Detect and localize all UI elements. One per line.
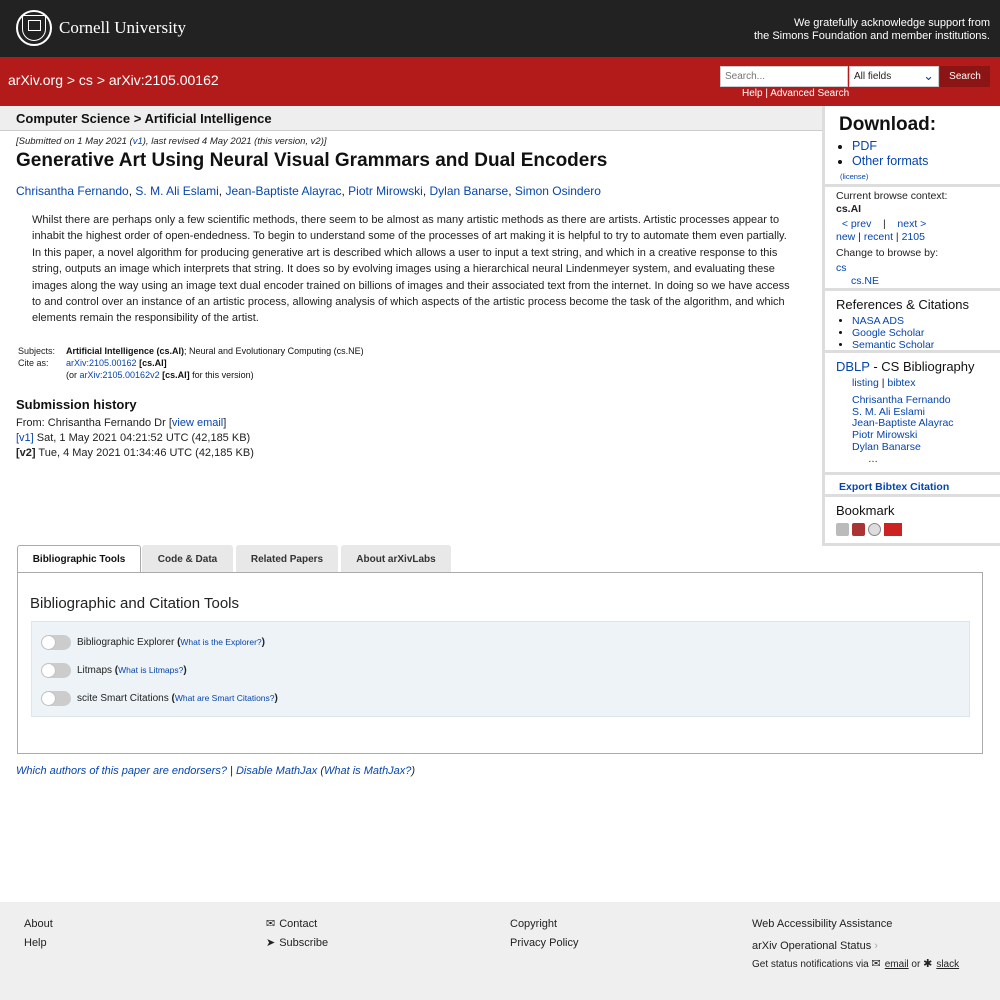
- top-header: [0, 0, 1000, 57]
- next-link[interactable]: next >: [897, 218, 927, 230]
- prev-link[interactable]: < prev: [841, 218, 872, 230]
- view-email-link[interactable]: view email: [171, 417, 224, 429]
- chevron-down-icon: ⌄: [923, 68, 934, 83]
- dblp-author-link[interactable]: Chrisantha Fernando: [852, 394, 951, 406]
- paper-title: Generative Art Using Neural Visual Grammars and Dual Encoders: [16, 150, 608, 171]
- browse-csne-link[interactable]: cs.NE: [851, 275, 880, 287]
- dblp-link[interactable]: DBLP: [836, 359, 870, 374]
- cornell-logo[interactable]: [16, 10, 186, 46]
- tab-panel: [17, 572, 983, 754]
- footer: [0, 902, 1000, 1000]
- support-acknowledgement: We gratefully acknowledge support from the Simons Foundation and member institutions.: [753, 17, 990, 42]
- status-notifications: Get status notifications via ✉ email or ✱ slack: [752, 955, 959, 975]
- footer-about[interactable]: About: [24, 918, 53, 930]
- footer-privacy[interactable]: Privacy Policy: [510, 936, 579, 949]
- red-banner: [0, 57, 1000, 106]
- submission-history: From: Chrisantha Fernando Dr [view email] [v1] Sat, 1 May 2021 04:21:52 UTC (42,185 KB) [v2] Tue, 4 May 2021 01:34:46 UTC (42,185 KB): [16, 417, 254, 459]
- export-bibtex-link[interactable]: Export Bibtex Citation: [839, 481, 950, 493]
- sciencewise-icon[interactable]: [884, 523, 902, 536]
- v1-history-link[interactable]: [v1]: [16, 432, 34, 444]
- cornell-seal-icon: [16, 10, 52, 46]
- status-slack-link[interactable]: slack: [936, 959, 960, 970]
- author-link[interactable]: Piotr Mirowski: [348, 184, 423, 198]
- submission-dates: [Submitted on 1 May 2021 (v1), last revised 4 May 2021 (this version, v2)]: [16, 136, 327, 147]
- dblp-author-link[interactable]: S. M. Ali Eslami: [852, 405, 925, 418]
- cite-v2-link[interactable]: arXiv:2105.00162v2: [79, 370, 160, 380]
- browse-context: Current browse context: cs.AI < prev | next > new | recent | 2105 Change to browse by: cs cs.NE: [825, 184, 1000, 294]
- v2-label: [v2]: [16, 447, 36, 459]
- endorsers-line: Which authors of this paper are endorsers? | Disable MathJax (What is MathJax?): [16, 765, 416, 777]
- reference-link[interactable]: NASA ADS: [852, 315, 904, 327]
- reference-link[interactable]: Google Scholar: [852, 327, 925, 339]
- dblp-author-link[interactable]: Dylan Banarse: [852, 440, 921, 453]
- tool-bibliographic-explorer: Bibliographic Explorer ( What is the Explorer? ): [41, 633, 265, 651]
- reddit-icon[interactable]: [868, 523, 881, 536]
- author-list: Chrisantha Fernando, S. M. Ali Eslami, Jean-Baptiste Alayrac, Piotr Mirowski, Dylan Banarse, Simon Osindero: [16, 184, 601, 198]
- toggle-switch[interactable]: [41, 691, 71, 706]
- license-link[interactable]: (license): [840, 172, 869, 181]
- endorsers-link[interactable]: Which authors of this paper are endorsers?: [16, 765, 227, 777]
- dblp-author-list: [852, 395, 954, 454]
- search-field-select[interactable]: All fields ⌄: [849, 66, 939, 87]
- advanced-search-link[interactable]: Advanced Search: [770, 88, 850, 99]
- footer-contact[interactable]: ✉ Contact: [266, 915, 328, 934]
- paper-plane-icon: ➤: [266, 936, 276, 949]
- abstract: Whilst there are perhaps only a few scientific methods, there seem to be almost as many artistic methods as there are artists. Artistic processes appear to inhabit the highest order of open-endedness. To begin to understand some of the processes of art making it is helpful to try to automate them even partially. In this paper, a novel algorithm for producing generative art is described which allows a user to input a text string, and which in a creative response to this string, outputs an image which interprets that string. It does so by evolving images using a hierarchical neural Lindenmeyer system, and evaluating these images along the way using an image text dual encoder trained on billions of images and their associated text from the internet. In doing so we have access to and control over an instance of an artistic process, allowing analysis of which aspects of the artistic process become the task of the algorithm, and which elements remain the responsibility of the artist.: [32, 214, 790, 325]
- help-link[interactable]: Help: [742, 88, 763, 99]
- month-link[interactable]: 2105: [901, 231, 925, 243]
- logo-text: Cornell University: [59, 18, 187, 37]
- envelope-icon: ✉: [871, 958, 881, 970]
- browse-cs-link[interactable]: cs: [836, 262, 847, 274]
- tab-related-papers[interactable]: Related Papers: [236, 545, 338, 573]
- tab-code-data[interactable]: Code & Data: [142, 545, 233, 573]
- author-link[interactable]: Simon Osindero: [514, 184, 601, 198]
- status-email-link[interactable]: email: [884, 959, 909, 970]
- search-input[interactable]: [720, 66, 848, 87]
- help-link[interactable]: What is Litmaps?: [118, 665, 184, 675]
- cite-link[interactable]: arXiv:2105.00162: [66, 358, 137, 368]
- author-link[interactable]: S. M. Ali Eslami: [135, 184, 219, 198]
- reference-link[interactable]: Semantic Scholar: [852, 339, 935, 351]
- tab-bibliographic-tools[interactable]: Bibliographic Tools: [17, 545, 141, 574]
- search-help-links: Help | Advanced Search: [742, 88, 850, 99]
- disable-mathjax-link[interactable]: Disable MathJax: [235, 765, 318, 777]
- slack-icon: ✱: [923, 958, 933, 970]
- dblp-author-link[interactable]: Piotr Mirowski: [852, 429, 918, 442]
- author-link[interactable]: Jean-Baptiste Alayrac: [225, 184, 342, 198]
- new-link[interactable]: new: [836, 231, 856, 243]
- download-list: [839, 139, 928, 169]
- dblp-section: DBLP - CS Bibliography listing | bibtex Chrisantha Fernando S. M. Ali Eslami Jean-Baptiste Alayrac Piotr Mirowski Dylan Banarse …: [825, 350, 1000, 475]
- subjects-label: Subjects:: [18, 346, 56, 356]
- search-button[interactable]: Search: [940, 66, 990, 87]
- dblp-author-link[interactable]: Jean-Baptiste Alayrac: [852, 417, 954, 430]
- help-link[interactable]: What are Smart Citations?: [174, 693, 275, 703]
- subject-title: Computer Science > Artificial Intelligence: [16, 111, 272, 126]
- tab-about-arxivlabs[interactable]: About arXivLabs: [341, 545, 451, 573]
- bibtex-link[interactable]: bibtex: [887, 377, 916, 389]
- tool-litmaps: Litmaps ( What is Litmaps? ): [41, 661, 187, 679]
- footer-copyright[interactable]: Copyright: [510, 918, 558, 930]
- download-heading: Download:: [839, 114, 937, 135]
- export-section: [825, 472, 1000, 494]
- v1-link[interactable]: v1: [132, 136, 143, 147]
- references-section: References & Citations • NASA ADS • Google Scholar • Semantic Scholar: [825, 288, 1000, 350]
- author-link[interactable]: Dylan Banarse: [429, 184, 509, 198]
- footer-help[interactable]: Help: [24, 936, 47, 949]
- what-is-mathjax-link[interactable]: What is MathJax?: [324, 765, 412, 777]
- other-formats-link[interactable]: Other formats: [852, 154, 929, 168]
- subject-header: [0, 106, 822, 131]
- author-link[interactable]: Chrisantha Fernando: [16, 184, 129, 198]
- bibsonomy-icon[interactable]: [836, 523, 849, 536]
- references-list: [838, 315, 934, 351]
- pdf-link[interactable]: PDF: [852, 139, 877, 153]
- tool-scite: scite Smart Citations ( What are Smart Citations? ): [41, 689, 278, 707]
- toggle-switch[interactable]: [41, 663, 71, 678]
- tools-list: [31, 621, 970, 717]
- mendeley-icon[interactable]: [852, 523, 865, 536]
- cite-label: Cite as:: [18, 358, 49, 368]
- footer-accessibility[interactable]: Web Accessibility Assistance: [752, 918, 893, 930]
- chevron-right-icon: ›: [874, 939, 878, 952]
- submission-history-heading: Submission history: [16, 397, 137, 412]
- bookmark-section: Bookmark: [825, 494, 1000, 540]
- paper-metadata: Subjects: Artificial Intelligence (cs.AI); Neural and Evolutionary Computing (cs.NE) Cite as: arXiv:2105.00162 [cs.AI] (or arXiv:2105.00162v2 [cs.AI] for this version): [18, 346, 364, 380]
- sidebar: [822, 106, 1000, 546]
- recent-link[interactable]: recent: [863, 231, 894, 243]
- subjects-value: Artificial Intelligence (cs.AI); Neural and Evolutionary Computing (cs.NE): [66, 346, 364, 356]
- breadcrumb[interactable]: arXiv.org > cs > arXiv:2105.00162: [8, 72, 219, 88]
- toggle-switch[interactable]: [41, 635, 71, 650]
- listing-link[interactable]: listing: [852, 377, 879, 389]
- footer-subscribe[interactable]: ➤ Subscribe: [266, 934, 328, 953]
- footer-status[interactable]: arXiv Operational Status ›: [752, 939, 878, 952]
- help-link[interactable]: What is the Explorer?: [180, 637, 262, 647]
- panel-title: Bibliographic and Citation Tools: [30, 595, 240, 612]
- envelope-icon: ✉: [266, 918, 276, 930]
